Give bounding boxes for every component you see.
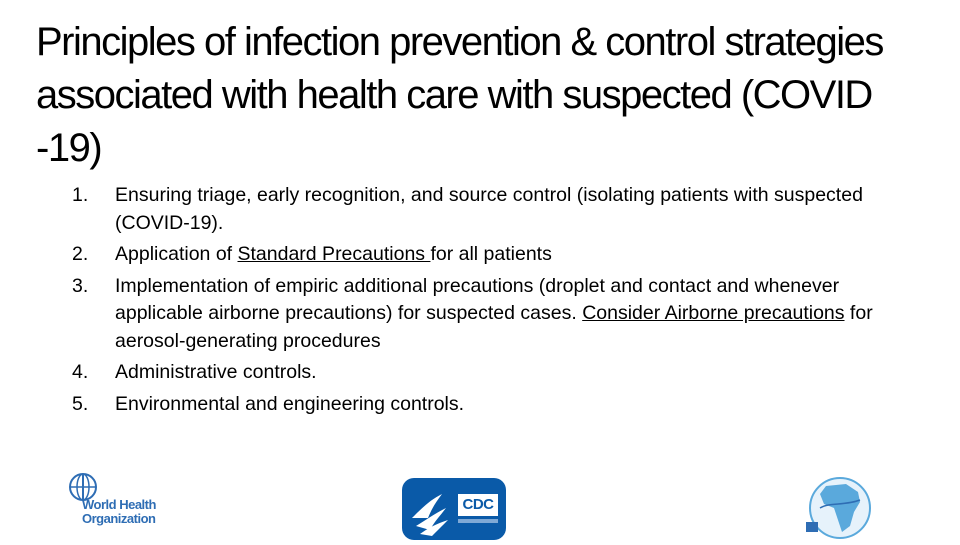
who-line2: Organization	[82, 511, 156, 526]
hhs-eagle-icon	[402, 478, 458, 540]
who-line1: World Health	[82, 497, 156, 512]
cdc-label: CDC	[458, 494, 498, 516]
list-item-text: for all patients	[430, 243, 552, 265]
underlined-term: Consider Airborne precautions	[582, 302, 845, 324]
list-item-text: for aerosol-generating procedures	[115, 302, 873, 352]
africa-map-icon	[800, 472, 880, 540]
principles-list	[72, 182, 902, 422]
list-item-text: Application of	[115, 243, 238, 265]
list-item	[72, 391, 902, 419]
cdc-subline	[458, 519, 498, 523]
cdc-logo	[402, 478, 506, 540]
underlined-term: Standard Precautions	[237, 243, 431, 265]
slide-title: Principles of infection prevention & control strategies associated with health care with suspected (COVID -19)	[36, 20, 883, 170]
list-item	[72, 182, 902, 237]
list-item-number: 1.	[72, 184, 89, 206]
list-item-text: Environmental and engineering controls.	[115, 392, 465, 415]
list-item-text: Implementation of empiric additional precautions (droplet and contact and whenever applicable airborne precautions) for suspected cases.	[115, 274, 840, 324]
africa-cdc-logo	[800, 472, 880, 540]
list-item	[72, 241, 902, 269]
list-item-number: 4.	[72, 361, 89, 383]
who-wordmark	[82, 498, 156, 526]
list-item-number: 2.	[72, 243, 89, 265]
who-logo	[62, 472, 172, 532]
list-item-number: 5.	[72, 392, 89, 415]
list-item	[72, 273, 902, 356]
list-item-number: 3.	[72, 274, 89, 297]
list-item-text: Administrative controls.	[115, 361, 317, 383]
list-item	[72, 359, 902, 387]
list-item-text: Ensuring triage, early recognition, and source control (isolating patients with suspected (COVID-19).	[115, 184, 863, 234]
